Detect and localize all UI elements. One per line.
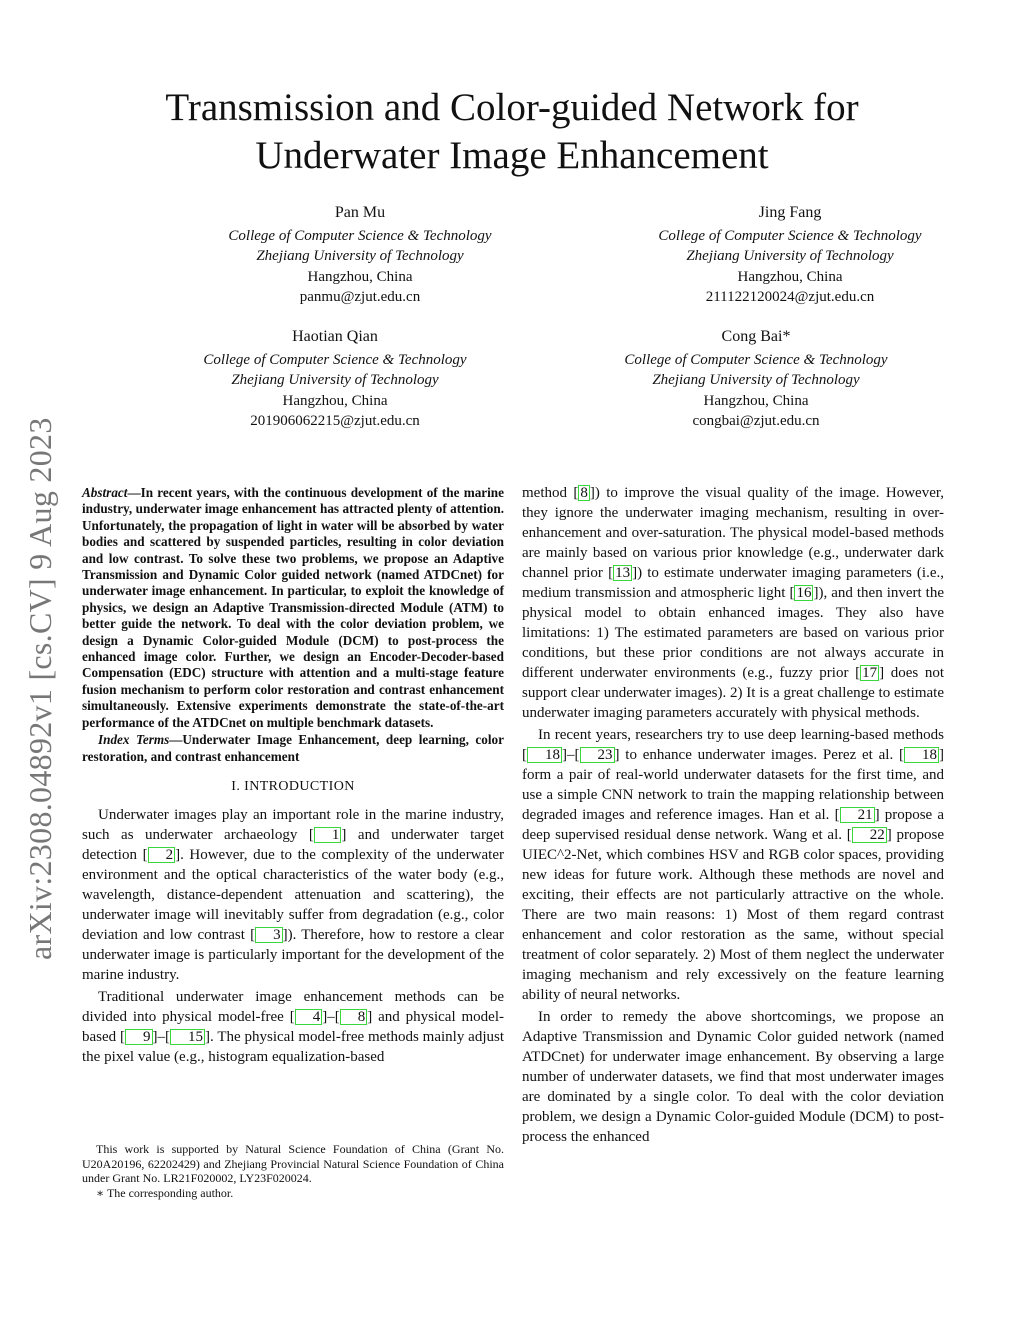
author-university: Zhejiang University of Technology [231, 372, 439, 388]
title-line-1: Transmission and Color-guided Network for [165, 86, 859, 129]
author-university: Zhejiang University of Technology [686, 248, 894, 264]
text-run: ), and then invert the physical model to obtain enhanced images. They also have limitations: 1) The estimated parameters are based on various prior conditions, but these prior conditions are not always accurate in different underwater environments (e.g., fuzzy prior [522, 585, 945, 681]
right-paragraph-3: In order to remedy the above shortcomings, we propose an Adaptive Transmission and Dynamic Color guided network (named ATDCnet) for underwater image enhancement. By observing a large number of underwater datasets, we find that most underwater images are dominated by a single color. To deal with the color deviation problem, we design a Dynamic Color-guided Module (DCM) to post-process the enhanced [522, 1009, 944, 1145]
citation-link[interactable]: 17 [862, 665, 878, 681]
paper-title [80, 84, 944, 180]
index-terms-label: Index Terms [98, 732, 170, 748]
text-run: form a pair of real-world underwater datasets for the first time, and use a simple CNN network to train the mapping relationship between degraded images and reference images. Han et al. [522, 767, 944, 823]
index-terms [82, 732, 504, 765]
right-paragraph-2: In recent years, researchers try to use deep learning-based methods [ 18 ]–[ 23 ] to enhance underwater images. Perez et al. [ 18 ] form a pair of real-world underwater datasets for the first time, and use a simple CNN network to train the mapping relationship between degraded images and reference images. Han et al. [ 21 ] propose a deep supervised residual dense network. Wang et al. [ 22 ] propose UIEC^2-Net, which combines HSV and RGB color spaces, providing new ideas for future work. Although these methods are novel and exciting, their effects are not particularly attractive on the whole. There are two main reasons: 1) Most of them regard contrast enhancement and color restoration as the same, without special treatment of color separately. 2) Most of them neglect the underwater imaging mechanism and rely excessively on the feature learning ability of neural networks. [522, 727, 944, 1003]
citation-link[interactable]: 23 [580, 747, 615, 763]
author-name: Jing Fang [758, 204, 822, 221]
title-line-2: Underwater Image Enhancement [255, 134, 769, 177]
author-city: Hangzhou, China [737, 268, 843, 285]
footnotes [82, 1142, 504, 1200]
text-run: does not support clear underwater images). 2) It is a great challenge to estimate underwater imaging parameters accurately with physical methods. [522, 665, 944, 721]
author-block-3 [115, 327, 555, 432]
abstract [82, 485, 504, 731]
footnote-funding: This work is supported by Natural Science Foundation of China (Grant No. U20A20196, 62202429) and Zhejiang Provincial Natural Science Foundation of China under Grant No. LR21F020002, LY23F020024. [82, 1142, 504, 1185]
right-column [522, 483, 944, 1147]
citation-link[interactable]: 3 [255, 927, 283, 943]
citation-link[interactable]: 22 [852, 827, 887, 843]
citation-link[interactable]: 21 [840, 807, 875, 823]
citation-link[interactable]: 1 [314, 827, 342, 843]
text-run: method [522, 485, 574, 501]
citation-link[interactable]: 18 [904, 747, 939, 763]
citation-link[interactable]: 18 [527, 747, 562, 763]
left-column [82, 485, 504, 1067]
author-email[interactable]: 201906062215@zjut.edu.cn [250, 413, 420, 429]
author-department: College of Computer Science & Technology [203, 351, 467, 368]
text-run: . The physical model-free methods mainly adjust the pixel value (e.g., histogram equalization-based [82, 1028, 505, 1065]
author-university: Zhejiang University of Technology [256, 248, 464, 264]
citation-link[interactable]: 2 [148, 847, 176, 863]
section-heading-introduction: I. INTRODUCTION [231, 778, 355, 794]
citation-link[interactable]: 16 [796, 585, 812, 601]
text-run: – [157, 1028, 166, 1045]
author-email[interactable]: panmu@zjut.edu.cn [299, 289, 421, 305]
citation-link[interactable]: 4 [295, 1009, 323, 1025]
text-run: and physical model-based [82, 1008, 504, 1045]
citation-link[interactable]: 8 [580, 485, 588, 501]
citation-link[interactable]: 9 [125, 1029, 153, 1045]
author-city: Hangzhou, China [703, 392, 809, 409]
author-department: College of Computer Science & Technology [658, 227, 922, 244]
author-department: College of Computer Science & Technology [624, 351, 888, 368]
author-block-4 [536, 327, 976, 432]
text-run: ) to improve the visual quality of the image. However, they ignore the underwater imaging mechanism, resulting in over-enhancement and over-saturation. The physical model-based methods are mainly based on various prior knowledge (e.g., underwater dark channel prior [522, 485, 945, 581]
text-run: Underwater images play an important role in the marine industry, such as underwater archaeology [82, 806, 504, 843]
abstract-text: —In recent years, with the continuous development of the marine industry, underwater image enhancement has attracted plenty of attention. Unfortunately, the propagation of light in water will be absorbed by water bodies and scattered by suspended particles, resulting in color deviation and low contrast. To solve these two problems, we propose an Adaptive Transmission and Dynamic Color guided network (named ATDCnet) for underwater image enhancement. In particular, to exploit the knowledge of physics, we design an Adaptive Transmission-directed Module (ATM) to better guide the network. To deal with the color deviation problem, we design a Dynamic Color-guided Module (DCM) to post-process the enhanced image color. Further, we design an Encoder-Decoder-based Compensation (EDC) structure with attention and a multi-stage feature fusion mechanism to perform color restoration and contrast enhancement simultaneously. Extensive experiments demonstrate the state-of-the-art performance of the ATDCnet on multiple benchmark datasets. [82, 485, 504, 730]
author-city: Hangzhou, China [282, 392, 388, 409]
author-name: Cong Bai* [721, 328, 791, 345]
text-run: ). Therefore, how to restore a clear underwater image is particularly important for the development of the marine industry. [82, 926, 504, 983]
author-city: Hangzhou, China [307, 268, 413, 285]
text-run: – [327, 1008, 335, 1025]
text-run: propose a deep supervised residual dense network. Wang et al. [522, 807, 944, 843]
author-name: Haotian Qian [292, 328, 378, 345]
author-block-1 [140, 203, 580, 308]
index-terms-text: —Underwater Image Enhancement, deep learning, color restoration, and contrast enhancement [82, 732, 504, 764]
text-run: propose UIEC^2-Net, which combines HSV and RGB color spaces, providing new ideas for future work. Although these methods are novel and exciting, their effects are not particularly attractive on the whole. There are two main reasons: 1) Most of them regard contrast enhancement and color restoration as the same, without special treatment of color separately. 2) Most of them neglect the underwater imaging mechanism and rely excessively on the feature learning ability of neural networks. [522, 827, 944, 1003]
author-university: Zhejiang University of Technology [652, 372, 860, 388]
author-email[interactable]: 211122120024@zjut.edu.cn [705, 289, 875, 305]
footnote-corresponding-author: ∗ The corresponding author. [96, 1185, 234, 1200]
citation-link[interactable]: 15 [170, 1029, 205, 1045]
text-run: . However, due to the complexity of the underwater environment and the optical characteristics of the water body (e.g., wavelength, distance-dependent attenuation and scattering), the underwater image will inevitably suffer from degradation (e.g., color deviation and low contrast [82, 846, 504, 943]
intro-paragraph-2: Traditional underwater image enhancement methods can be divided into physical model-free [ 4 ]–[ 8 ] and physical model-based [ 9 ]–[ 15 ]. The physical model-free methods mainly adjust the pixel value (e.g., histogram equalization-based [82, 988, 505, 1065]
text-run: Traditional underwater image enhancement methods can be divided into physical model-free [82, 988, 504, 1025]
citation-link[interactable]: 8 [340, 1009, 368, 1025]
author-name: Pan Mu [334, 204, 386, 221]
text-run: to enhance underwater images. Perez et al. [619, 747, 899, 763]
text-run: and underwater target detection [82, 826, 504, 863]
right-paragraph-1: method [ 8 ]) to improve the visual quality of the image. However, they ignore the underwater imaging mechanism, resulting in over-enhancement and over-saturation. The physical model-based methods are mainly based on various prior knowledge (e.g., underwater dark channel prior [ 13 ]) to estimate underwater imaging parameters (i.e., medium transmission and atmospheric light [ 16 ]), and then invert the physical model to obtain enhanced images. They also have limitations: 1) The estimated parameters are based on various prior conditions, but these prior conditions are not always accurate in different underwater environments (e.g., fuzzy prior [ 17 ] does not support clear underwater images). 2) It is a great challenge to estimate underwater imaging parameters accurately with physical methods. [522, 485, 945, 721]
text-run: – [567, 747, 575, 763]
citation-link[interactable]: 13 [615, 565, 631, 581]
text-run: In recent years, researchers try to use deep learning-based methods [538, 727, 944, 743]
arxiv-identifier: arXiv:2308.04892v1 [cs.CV] 9 Aug 2023 [22, 417, 58, 960]
author-department: College of Computer Science & Technology [228, 227, 492, 244]
author-email[interactable]: congbai@zjut.edu.cn [692, 413, 820, 429]
abstract-label: Abstract [82, 485, 128, 500]
intro-paragraph-1: Underwater images play an important role in the marine industry, such as underwater archaeology [ 1 ] and underwater target detection [ 2 ]. However, due to the complexity of the underwater environment and the optical characteristics of the water body (e.g., wavelength, distance-dependent attenuation and scattering), the underwater image will inevitably suffer from degradation (e.g., color deviation and low contrast [ 3 ]). Therefore, how to restore a clear underwater image is particularly important for the development of the marine industry. [82, 806, 504, 983]
author-block-2 [570, 203, 1010, 308]
text-run: ) to estimate underwater imaging parameters (i.e., medium transmission and atmospheric light [522, 565, 944, 601]
